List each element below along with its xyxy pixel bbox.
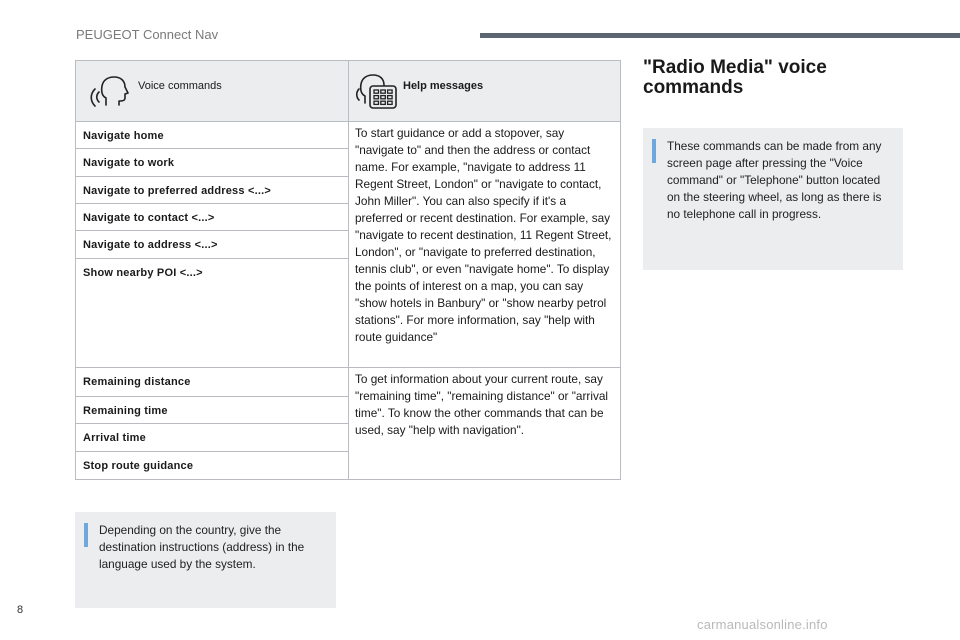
country-language-note xyxy=(75,512,336,608)
help-message-cell: To start guidance or add a stopover, say "navigate to" and then the address or contact name. For example, "navigate to address 11 Regent Street, London" or "navigate to contact, John Miller". You can also specify if it's a preferred or recent destination. For example, say "navigate to recent destination, 11 Regent Street, London", or "navigate to preferred destination, tennis club", or even "navigate home". To display the points of interest on a map, you can say "show hotels in Banbury" or "show nearby petrol stations". For more information, say "help with route guidance" xyxy=(349,121,621,368)
table-header-row xyxy=(76,61,621,122)
command-cell: Navigate to contact <...> xyxy=(76,204,349,231)
command-cell: Navigate to address <...> xyxy=(76,231,349,258)
note-text: These commands can be made from any screen page after pressing the "Voice command" or "Telephone" button located on the steering wheel, as long as there is no telephone call in progress. xyxy=(667,139,882,221)
table-row xyxy=(76,121,621,148)
watermark: carmanualsonline.info xyxy=(697,617,828,632)
voice-commands-table xyxy=(75,60,621,480)
section-title: "Radio Media" voice commands xyxy=(643,57,827,98)
command-cell: Remaining time xyxy=(76,396,349,423)
command-cell: Show nearby POI <...> xyxy=(76,258,349,368)
command-cell: Navigate home xyxy=(76,121,349,148)
command-cell: Navigate to work xyxy=(76,149,349,176)
col2-header-label: Help messages xyxy=(403,79,484,92)
col1-header-cell xyxy=(76,61,349,122)
speaking-head-icon xyxy=(90,71,134,111)
command-cell: Stop route guidance xyxy=(76,451,349,479)
command-cell: Arrival time xyxy=(76,424,349,451)
header-title: PEUGEOT Connect Nav xyxy=(76,27,219,42)
col1-header-label: Voice commands xyxy=(138,79,222,92)
speaking-head-keypad-icon xyxy=(355,71,399,111)
col2-header-cell xyxy=(349,61,621,122)
command-cell: Remaining distance xyxy=(76,368,349,396)
table-row xyxy=(76,368,621,396)
help-message-cell: To get information about your current route, say "remaining time", "remaining distance" or "arrival time". To know the other commands that can be used, say "help with navigation". xyxy=(349,368,621,480)
note-accent-bar xyxy=(652,139,656,163)
command-cell: Navigate to preferred address <...> xyxy=(76,176,349,203)
page-number: 8 xyxy=(17,604,24,616)
header-bar xyxy=(480,33,960,38)
note-accent-bar xyxy=(84,523,88,547)
radio-media-note xyxy=(643,128,903,270)
note-text: Depending on the country, give the destination instructions (address) in the language used by the system. xyxy=(99,523,305,571)
